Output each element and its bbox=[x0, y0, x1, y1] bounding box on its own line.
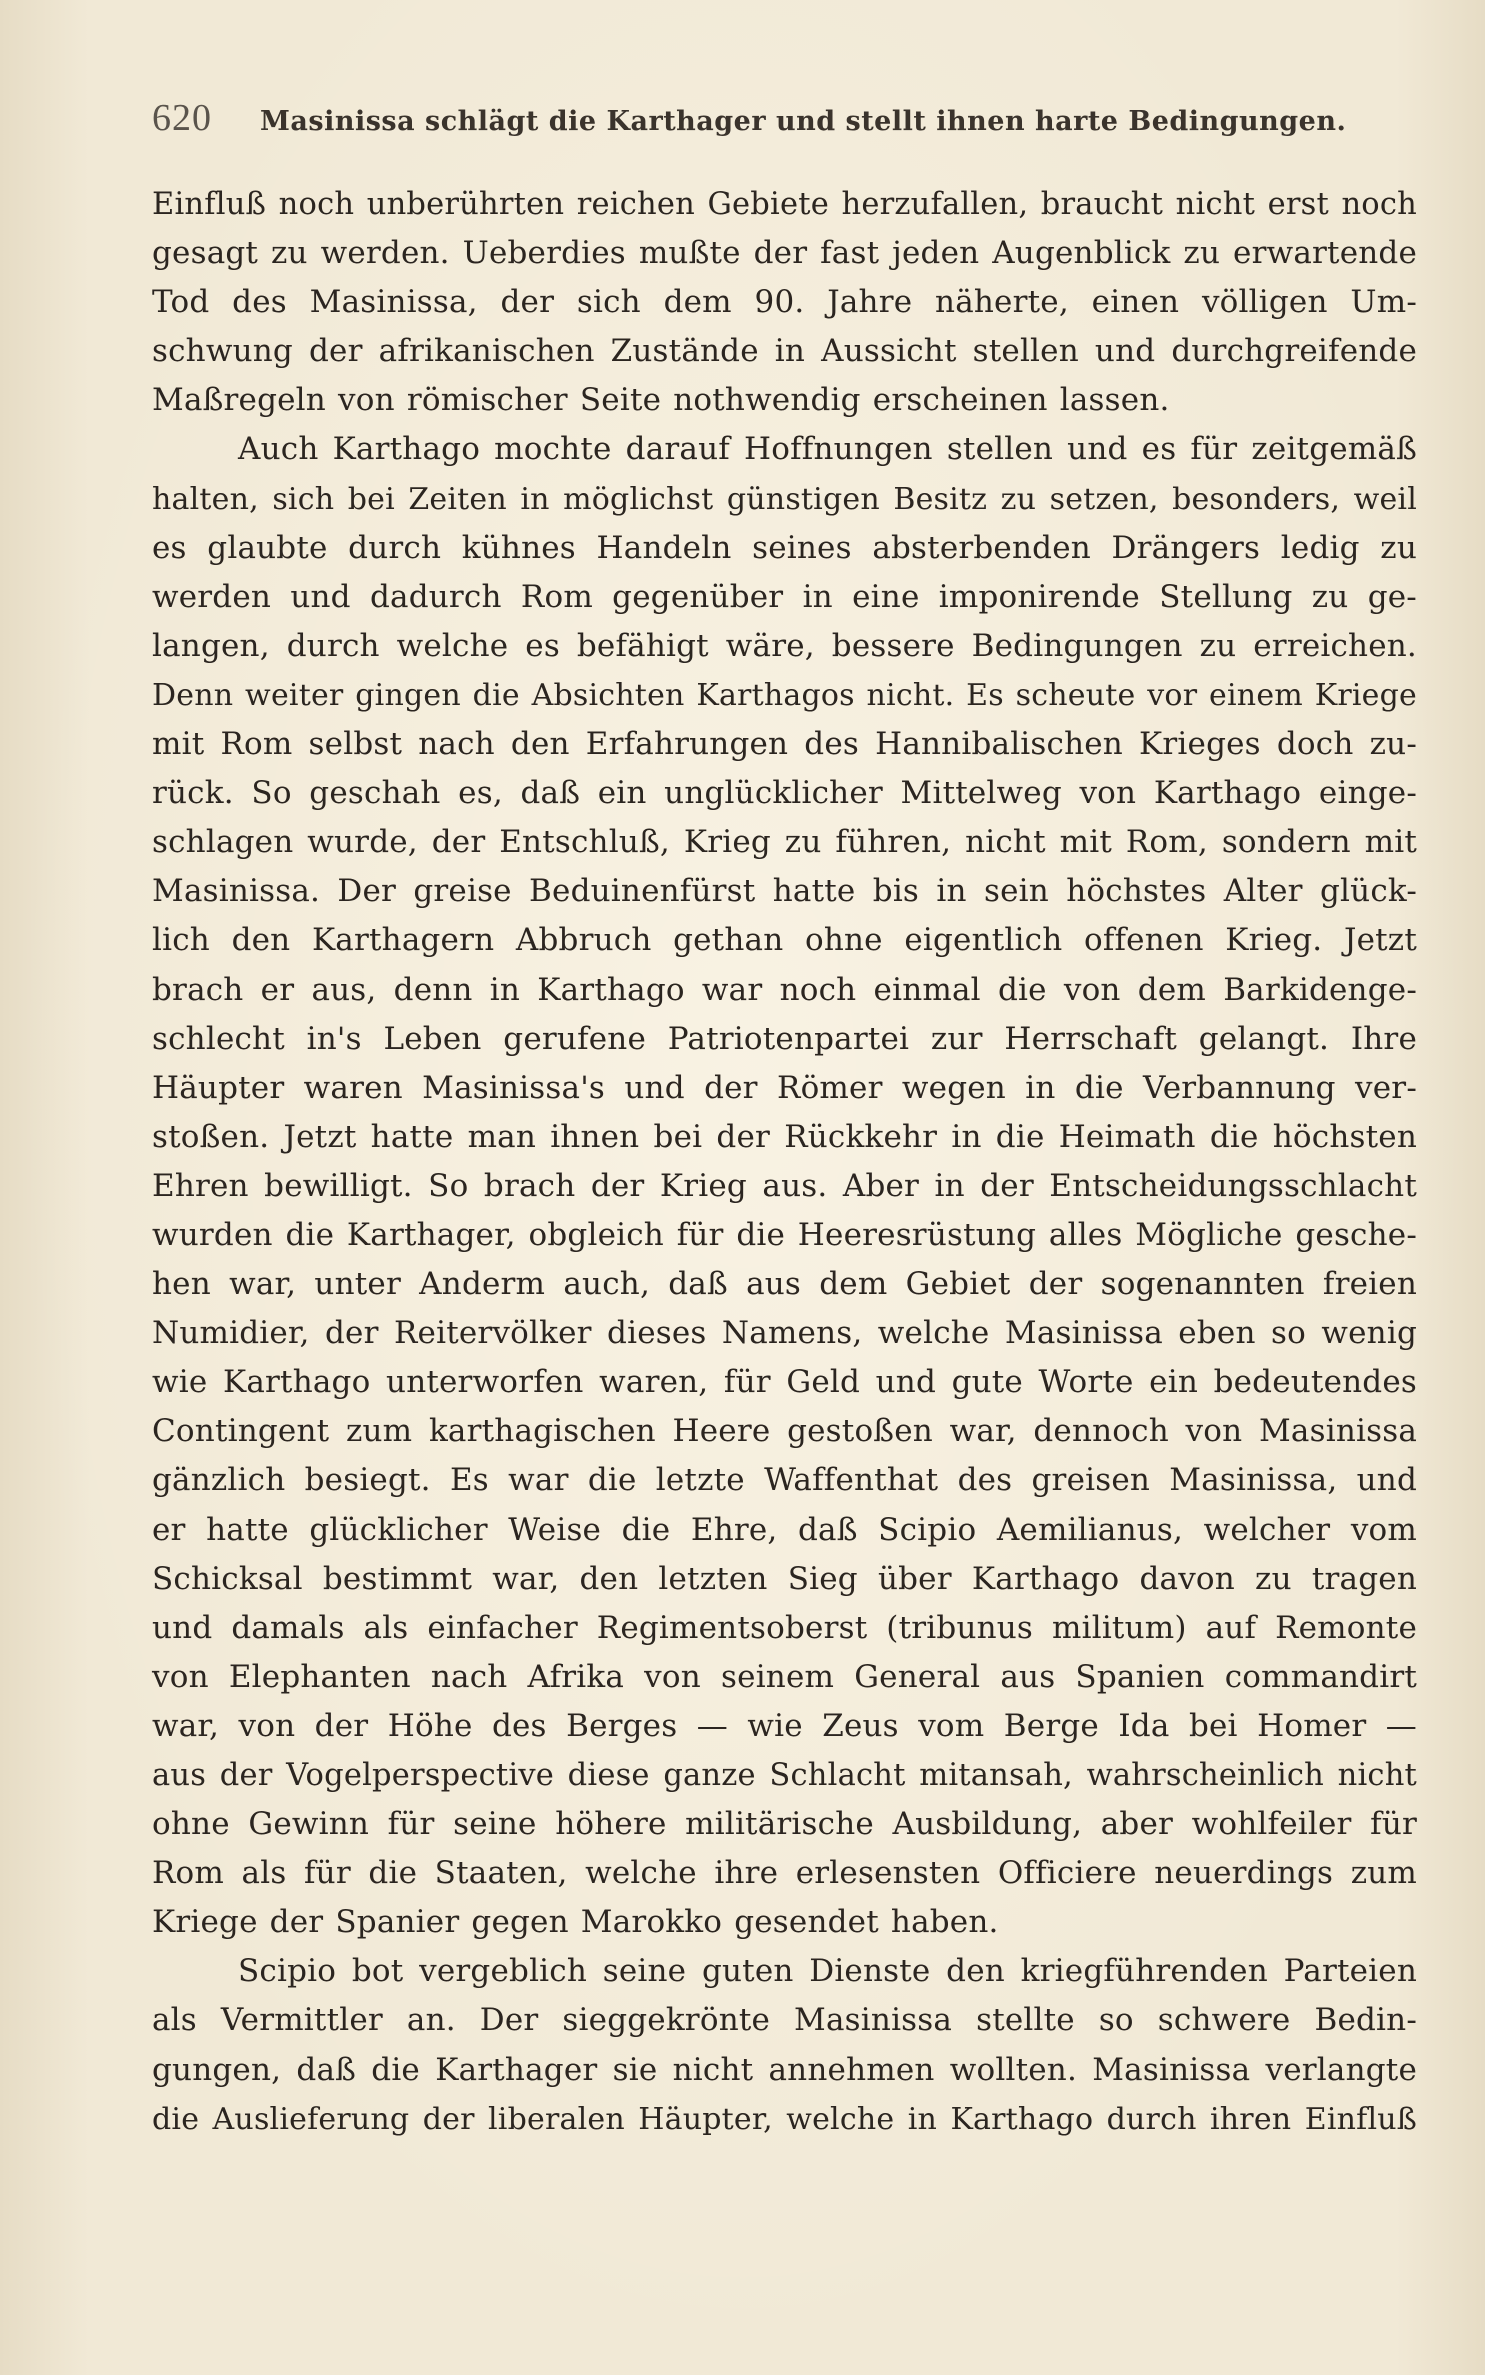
text-line: aus der Vogelperspective diese ganze Schlacht mitansah, wahrscheinlich nicht bbox=[152, 1758, 1417, 1793]
text-line: Numidier, der Reitervölker dieses Namens, welche Masinissa eben so wenig bbox=[152, 1315, 1417, 1352]
running-head-title: Masinissa schlägt die Karthager und stellt ihnen harte Bedingungen. bbox=[260, 106, 1347, 137]
text-line: Schicksal bestimmt war, den letzten Sieg über Karthago davon zu tragen bbox=[152, 1560, 1417, 1597]
text-line: wurden die Karthager, obgleich für die Heeresrüstung alles Mögliche gesche- bbox=[152, 1216, 1417, 1253]
text-line: wie Karthago unterworfen waren, für Geld und gute Worte ein bedeutendes bbox=[152, 1364, 1417, 1401]
text-line: gungen, daß die Karthager sie nicht annehmen wollten. Masinissa verlangte bbox=[152, 2051, 1417, 2088]
text-line: als Vermittler an. Der sieggekrönte Masinissa stellte so schwere Bedin- bbox=[152, 2002, 1417, 2039]
text-line: ohne Gewinn für seine höhere militärische Ausbildung, aber wohlfeiler für bbox=[152, 1806, 1417, 1843]
text-line: Ehren bewilligt. So brach der Krieg aus. Aber in der Entscheidungsschlacht bbox=[152, 1167, 1417, 1204]
text-line: schlagen wurde, der Entschluß, Krieg zu führen, nicht mit Rom, sondern mit bbox=[152, 824, 1417, 861]
text-line: schlecht in's Leben gerufene Patriotenpartei zur Herrschaft gelangt. Ihre bbox=[152, 1020, 1417, 1057]
text-line: Masinissa. Der greise Beduinenfürst hatte bis in sein höchstes Alter glück- bbox=[152, 873, 1417, 910]
running-head bbox=[152, 96, 1347, 148]
paragraph-start-line: Scipio bot vergeblich seine guten Dienste den kriegführenden Parteien bbox=[238, 1953, 1417, 1990]
text-line: brach er aus, denn in Karthago war noch einmal die von dem Barkidenge- bbox=[152, 971, 1417, 1008]
text-line: Rom als für die Staaten, welche ihre erlesensten Officiere neuerdings zum bbox=[152, 1855, 1417, 1892]
text-line: Häupter waren Masinissa's und der Römer wegen in die Verbannung ver- bbox=[152, 1069, 1417, 1106]
text-line: Tod des Masinissa, der sich dem 90. Jahre näherte, einen völligen Um- bbox=[152, 284, 1417, 321]
text-line: es glaubte durch kühnes Handeln seines absterbenden Drängers ledig zu bbox=[152, 529, 1417, 566]
text-line: Einfluß noch unberührten reichen Gebiete herzufallen, braucht nicht erst noch bbox=[152, 187, 1417, 222]
page-number: 620 bbox=[152, 97, 212, 139]
text-line: die Auslieferung der liberalen Häupter, welche in Karthago durch ihren Einfluß bbox=[152, 2101, 1417, 2137]
text-line: stoßen. Jetzt hatte man ihnen bei der Rückkehr in die Heimath die höchsten bbox=[152, 1118, 1417, 1155]
text-line: und damals als einfacher Regimentsoberst (tribunus militum) auf Remonte bbox=[152, 1609, 1417, 1646]
text-line: lich den Karthagern Abbruch gethan ohne eigentlich offenen Krieg. Jetzt bbox=[152, 922, 1417, 959]
text-line: werden und dadurch Rom gegenüber in eine imponirende Stellung zu ge- bbox=[152, 578, 1417, 615]
text-line: hen war, unter Anderm auch, daß aus dem Gebiet der sogenannten freien bbox=[152, 1266, 1417, 1303]
paragraph-end-line: Maßregeln von römischer Seite nothwendig erscheinen lassen. bbox=[152, 382, 1170, 419]
text-line: mit Rom selbst nach den Erfahrungen des Hannibalischen Krieges doch zu- bbox=[152, 726, 1417, 763]
text-line: Denn weiter gingen die Absichten Karthagos nicht. Es scheute vor einem Kriege bbox=[152, 677, 1417, 713]
text-line: gänzlich besiegt. Es war die letzte Waffenthat des greisen Masinissa, und bbox=[152, 1462, 1417, 1499]
paragraph-end-line: Kriege der Spanier gegen Marokko gesendet haben. bbox=[152, 1904, 999, 1941]
text-line: schwung der afrikanischen Zustände in Aussicht stellen und durchgreifende bbox=[152, 333, 1417, 370]
text-line: gesagt zu werden. Ueberdies mußte der fast jeden Augenblick zu erwartende bbox=[152, 235, 1417, 272]
text-line: langen, durch welche es befähigt wäre, bessere Bedingungen zu erreichen. bbox=[152, 627, 1417, 664]
paragraph-start-line: Auch Karthago mochte darauf Hoffnungen stellen und es für zeitgemäß bbox=[238, 431, 1417, 468]
body-text bbox=[152, 180, 1417, 2144]
text-line: war, von der Höhe des Berges — wie Zeus vom Berge Ida bei Homer — bbox=[152, 1707, 1417, 1744]
text-line: halten, sich bei Zeiten in möglichst günstigen Besitz zu setzen, besonders, weil bbox=[152, 481, 1417, 517]
text-line: von Elephanten nach Afrika von seinem General aus Spanien commandirt bbox=[152, 1658, 1417, 1695]
text-line: er hatte glücklicher Weise die Ehre, daß Scipio Aemilianus, welcher vom bbox=[152, 1511, 1417, 1548]
text-line: Contingent zum karthagischen Heere gestoßen war, dennoch von Masinissa bbox=[152, 1413, 1417, 1450]
text-line: rück. So geschah es, daß ein unglücklicher Mittelweg von Karthago einge- bbox=[152, 775, 1417, 812]
